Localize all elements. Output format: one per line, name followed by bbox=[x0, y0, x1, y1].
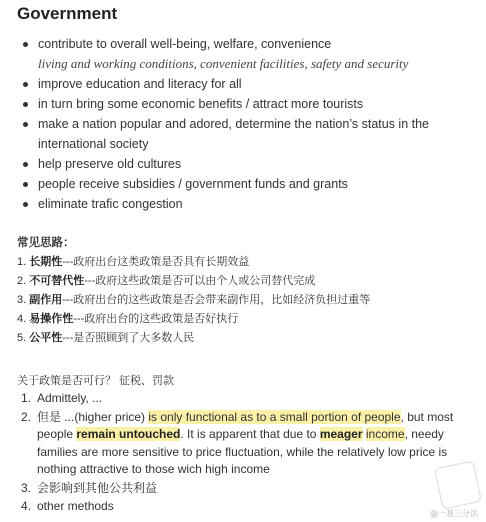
item-description: ---政府出台的这些政策是否会带来副作用，比如经济负担过重等 bbox=[62, 294, 371, 306]
item-term: 长期性 bbox=[29, 256, 63, 268]
item-description: ---是否照顾到了大多数人民 bbox=[62, 332, 195, 344]
bullet-text: people receive subsidies / government funds and grants bbox=[38, 177, 348, 191]
item-number: 3. bbox=[21, 480, 32, 495]
bullet-icon bbox=[23, 82, 28, 87]
feasibility-heading: 关于政策是否可行？ 征税、罚款 bbox=[17, 375, 175, 387]
bullet-text: eliminate trafic congestion bbox=[38, 197, 183, 211]
item-term: 易操作性 bbox=[29, 313, 74, 325]
page-title: Government bbox=[17, 4, 118, 23]
list-item bbox=[21, 34, 476, 74]
bullet-icon bbox=[23, 202, 28, 207]
highlighted-phrase: is only functional as to a small portion of people bbox=[148, 409, 401, 424]
item-number: 5. bbox=[17, 332, 27, 344]
list-item bbox=[17, 329, 477, 348]
list-item bbox=[17, 409, 477, 479]
item-number: 1. bbox=[17, 256, 27, 268]
bullet-icon bbox=[23, 182, 28, 187]
list-item bbox=[21, 154, 476, 174]
item-text: other methods bbox=[37, 499, 114, 513]
list-item bbox=[17, 310, 477, 329]
item-text-part: , needy families are more sensitive to price fluctuation, while the relatively low price is nothing attractive to those wich high income bbox=[37, 427, 448, 476]
list-item bbox=[17, 253, 477, 272]
item-description: ---政府出台这类政策是否具有长期效益 bbox=[62, 256, 250, 268]
item-description: ---政府出台的这些政策是否好执行 bbox=[73, 313, 239, 325]
bullet-text: make a nation popular and adored, determine the nation’s status in the international society bbox=[38, 117, 430, 151]
benefits-list bbox=[21, 34, 476, 214]
bullet-text: improve education and literacy for all bbox=[38, 77, 242, 91]
item-text-part: . It is apparent that due to bbox=[180, 427, 320, 441]
bullet-text: in turn bring some economic benefits / attract more tourists bbox=[38, 97, 364, 111]
item-term: 不可替代性 bbox=[29, 275, 85, 287]
bullet-icon bbox=[23, 102, 28, 107]
bullet-icon bbox=[23, 42, 28, 47]
item-term: 副作用 bbox=[29, 294, 63, 306]
list-item bbox=[17, 390, 477, 408]
item-number: 1. bbox=[21, 391, 32, 405]
highlighted-phrase: meager bbox=[319, 427, 363, 441]
highlighted-phrase: remain untouched bbox=[76, 427, 181, 441]
list-item bbox=[21, 194, 476, 214]
item-term: 公平性 bbox=[29, 332, 63, 344]
bullet-subtext: living and working conditions, convenient facilities, safety and security bbox=[38, 56, 409, 71]
item-description: ---政府这些政策是否可以由个人或公司替代完成 bbox=[84, 275, 316, 287]
feasibility-list bbox=[17, 390, 477, 516]
item-number: 3. bbox=[17, 294, 27, 306]
list-item bbox=[21, 174, 476, 194]
item-text: 会影响到其他公共利益 bbox=[37, 480, 158, 495]
bullet-icon bbox=[23, 162, 28, 167]
bullet-text: contribute to overall well-being, welfare, convenience bbox=[38, 37, 332, 51]
item-number: 4. bbox=[17, 313, 27, 325]
item-text: Admittely, ... bbox=[37, 391, 103, 405]
item-number: 2. bbox=[17, 275, 27, 287]
list-item bbox=[17, 272, 477, 291]
bullet-text: help preserve old cultures bbox=[38, 157, 182, 171]
list-item bbox=[17, 480, 477, 498]
watermark-logo-icon bbox=[434, 460, 482, 509]
list-item bbox=[21, 74, 476, 94]
watermark-text: @一基三分法 bbox=[430, 509, 478, 518]
list-item bbox=[17, 291, 477, 310]
common-ideas-list bbox=[17, 253, 477, 348]
item-text-part: , but most people bbox=[37, 409, 454, 441]
highlighted-phrase: income bbox=[365, 427, 405, 441]
item-number: 4. bbox=[21, 499, 32, 513]
item-text-part: 但是 ...(higher price) bbox=[37, 409, 149, 424]
common-ideas-heading: 常见思路： bbox=[17, 237, 75, 249]
list-item bbox=[21, 114, 476, 154]
bullet-icon bbox=[23, 122, 28, 127]
item-number: 2. bbox=[21, 409, 32, 424]
list-item bbox=[21, 94, 476, 114]
list-item bbox=[17, 498, 477, 516]
